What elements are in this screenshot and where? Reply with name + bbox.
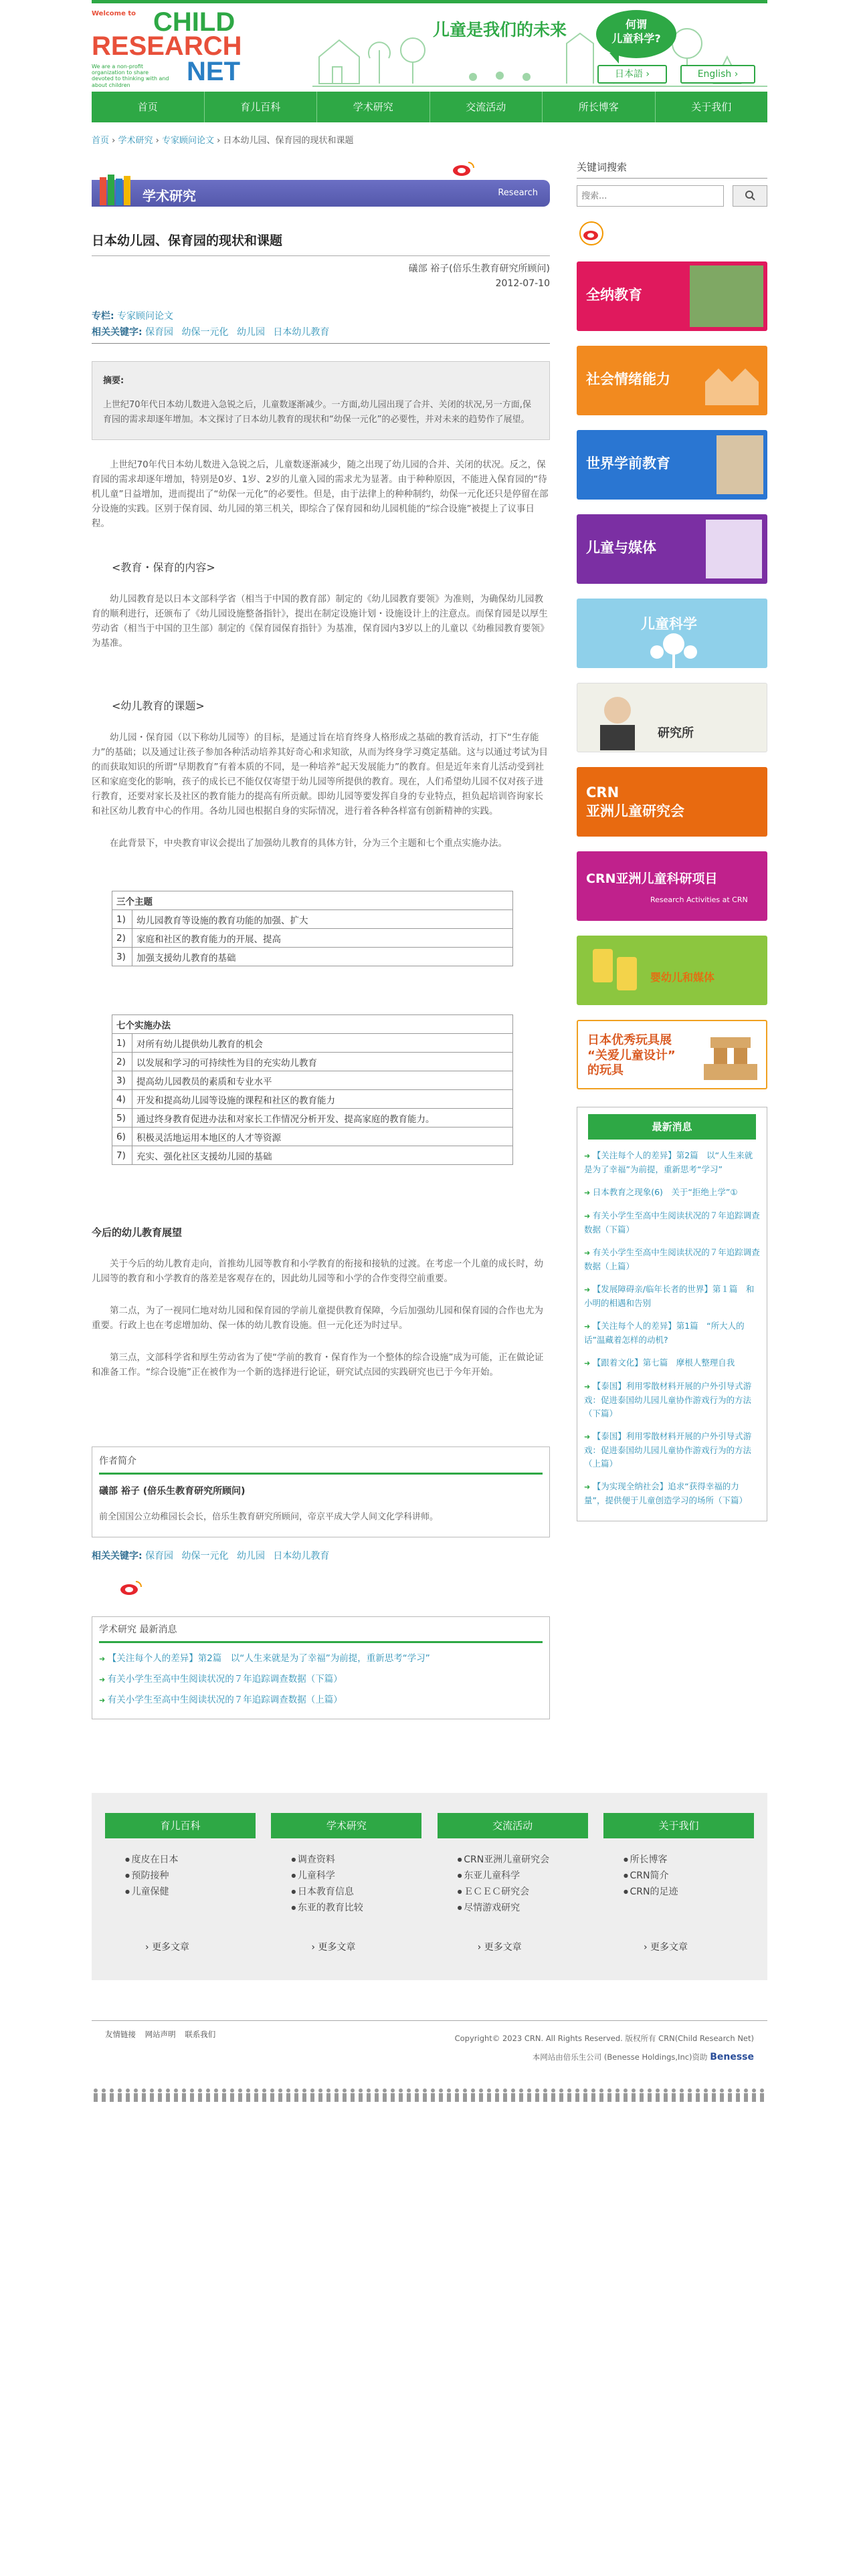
latest-item-link[interactable]: ➜ 有关小学生至高中生阅读状况的７年追踪调查数据（下篇） (99, 1669, 543, 1690)
paragraph: 第二点，为了一视同仁地对幼儿园和保育园的学前儿童提供教育保障，今后加强幼儿园和保育园的合作也尤为重要。行政上也在考虑增加幼、保一体的幼儿教育设施。但一元化还为时过早。 (92, 1305, 543, 1331)
keyword-link[interactable]: 幼保一元化 (181, 327, 229, 338)
table-header: 三个主题 (112, 891, 513, 910)
more-label: 更多文章 (650, 1942, 688, 1953)
banner-label: 日本优秀玩具展 “关爱儿童设计” 的玩具 (587, 1033, 676, 1077)
news-item-link[interactable]: ➜ 【发展障碍亲/临年长者的世界】第１篇 和小明的相遇和告别 (584, 1283, 760, 1310)
houses-icon (702, 355, 762, 409)
news-item-link[interactable]: ➜ 【关注每个人的差异】第2篇 以“人生来就是为了幸福”为前提，重新思考“学习” (584, 1149, 760, 1176)
table-cell: 积极灵活地运用本地区的人才等资源 (132, 1128, 513, 1146)
three-themes-table (112, 891, 513, 966)
banner-label: 婴幼儿和媒体 (650, 971, 715, 984)
banner-infants-media[interactable] (577, 936, 767, 1005)
footer-link[interactable]: ● 度皮在日本 (125, 1852, 256, 1868)
news-item-link[interactable]: ➜ 【关注每个人的差异】第1篇 “所大人的话”温藏着怎样的动机? (584, 1319, 760, 1347)
footer-friend-links[interactable]: 友情链接 (105, 2030, 136, 2039)
subheading: 今后的幼儿教育展望 (92, 1226, 183, 1239)
breadcrumb-home[interactable]: 首页 (92, 136, 110, 146)
wooden-blocks-icon (700, 1031, 761, 1084)
books-icon (97, 173, 134, 207)
article-meta (92, 308, 550, 344)
logo-child-text: CHILD (153, 7, 235, 37)
banner-photo (717, 435, 763, 494)
more-label: 更多文章 (318, 1942, 356, 1953)
footer-link[interactable]: ● 东亚的教育比较 (291, 1900, 421, 1916)
more-label: 更多文章 (484, 1942, 522, 1953)
footer-more-link[interactable]: › 更多文章 (145, 1942, 190, 1953)
abstract-heading: 摘要: (103, 376, 124, 386)
article-author: 礒部 裕子(倍乐生教育研究所顾问) (408, 263, 550, 274)
children-silhouette-strip-icon (92, 2087, 767, 2103)
banner-child-science[interactable] (577, 599, 767, 668)
main-nav (92, 92, 767, 122)
nav-home[interactable]: 首页 (92, 92, 205, 122)
footer-link[interactable]: ● 尽情游戏研究 (458, 1900, 588, 1916)
footer-copyright-block (455, 2029, 754, 2066)
footer-link[interactable]: ● 调查资料 (291, 1852, 421, 1868)
footer-sitemap (92, 1793, 767, 1980)
article-title: 日本幼儿园、保育园的现状和课题 (92, 231, 550, 256)
banner-label: CRN亚洲儿童科研项目 (586, 871, 718, 886)
table-cell: 幼儿园教育等设施的教育功能的加强、扩大 (132, 910, 513, 929)
logo-research-text: RESEARCH (92, 31, 242, 61)
author-name: 礒部 裕子 (倍乐生教育研究所顾问) (99, 1486, 246, 1497)
banner-label: 世界学前教育 (586, 455, 670, 471)
footer-link[interactable]: ● 东亚儿童科学 (458, 1868, 588, 1884)
author-description: 前全国国公立幼稚园长会长，倍乐生教育研究所顾问，帝京平成大学人间文化学科讲师。 (99, 1512, 439, 1522)
keyword-link[interactable]: 幼儿园 (236, 1551, 265, 1562)
keyword-link[interactable]: 日本幼儿教育 (273, 1551, 330, 1562)
footer-more-link[interactable]: › 更多文章 (477, 1942, 522, 1953)
news-item-link[interactable]: ➜ 【跟着文化】第七篇 摩根人整理自我 (584, 1356, 760, 1370)
banner-label: 儿童科学 (641, 616, 697, 632)
nav-parenting[interactable]: 育儿百科 (205, 92, 318, 122)
nav-research[interactable]: 学术研究 (317, 92, 430, 122)
column-label: 专栏: (92, 311, 114, 322)
footer-link[interactable]: ● CRN的足迹 (624, 1884, 754, 1900)
table-num: 6) (112, 1128, 132, 1146)
news-item-link[interactable]: ➜ 【泰国】利用零散材料开展的户外引导式游戏：促进泰国幼儿园儿童协作游戏行为的方法（上篇） (584, 1430, 760, 1471)
english-site-button[interactable]: English › (680, 65, 755, 84)
breadcrumb: 首页 › 学术研究 › 专家顾问论文 › 日本幼儿园、保育园的现状和课题 (92, 136, 354, 146)
sponsor-text: 本网站由倍乐生公司 (Benesse Holdings,Inc)资助 (532, 2052, 708, 2062)
more-label: 更多文章 (152, 1942, 190, 1953)
table-num: 3) (112, 948, 132, 966)
latest-item-link[interactable]: ➜ 【关注每个人的差异】第2篇 以“人生来就是为了幸福”为前提，重新思考“学习” (99, 1648, 543, 1669)
weibo-share-icon[interactable] (118, 1579, 144, 1595)
weibo-share-icon[interactable] (451, 160, 476, 176)
table-num: 7) (112, 1146, 132, 1165)
paragraph: 在此背景下，中央教育审议会提出了加强幼儿教育的具体方针，分为三个主题和七个重点实施办法。 (110, 838, 507, 849)
main-content (92, 160, 550, 1719)
banner-crn-asia-project[interactable] (577, 851, 767, 921)
news-item-link[interactable]: ➜ 日本教育之现象(6) 关于“拒绝上学”① (584, 1186, 760, 1200)
copyright-text: Copyright© 2023 CRN. All Rights Reserved. 版权所有 CRN(Child Research Net) (454, 2034, 754, 2043)
paragraph: 上世纪70年代日本幼儿数进入急锐之后，儿童数逐渐减少，随之出现了幼儿园的合并、关闭的状况。反之，保育园的需求却逐年增加，特别是0岁、1岁、2岁的儿童入园的需求尤为显著。由于种种原因，不能进入保育园的“待机儿童”日益增加，进而提出了“幼保一元化”的必要性。但是，由于法律上的种种制约，幼保一元化还只是停留在部分设施的实践。区别于保育园、幼儿园的第三机关，即综合了保育园和幼儿园机能的“综合设施”被提上了议事日程。 (92, 459, 549, 529)
subheading: <教育・保育的内容> (112, 561, 215, 574)
site-logo[interactable] (92, 7, 246, 88)
banner-label: CRN 亚洲儿童研究会 (586, 784, 684, 819)
footer-link[interactable]: ● 日本教育信息 (291, 1884, 421, 1900)
table-header: 七个实施办法 (112, 1015, 513, 1034)
banner-photo (690, 265, 763, 327)
footer-col-parenting (105, 1813, 256, 1953)
news-item-link[interactable]: ➜ 【为实现全纳社会】追求“获得幸福的力量”，提供便于儿童创造学习的场所（下篇） (584, 1480, 760, 1507)
banner-children-media[interactable] (577, 514, 767, 584)
search-button[interactable] (733, 185, 767, 207)
phones-icon (586, 942, 646, 998)
banner-social-emotional[interactable] (577, 346, 767, 415)
footer-contact-link[interactable]: 联系我们 (185, 2030, 216, 2039)
footer-col-heading[interactable]: 学术研究 (271, 1813, 421, 1838)
banner-label: 儿童与媒体 (586, 540, 656, 556)
latest-item-link[interactable]: ➜ 有关小学生至高中生阅读状况的７年追踪调查数据（上篇） (99, 1690, 543, 1711)
table-cell: 开发和提高幼儿园等设施的课程和社区的教育能力 (132, 1090, 513, 1109)
search-input[interactable] (577, 185, 724, 207)
japanese-site-button[interactable]: 日本語 › (597, 65, 667, 84)
what-is-child-science-bubble[interactable]: 何谓 儿童科学? (596, 10, 676, 58)
banner-inclusive-education[interactable] (577, 261, 767, 331)
footer-statement-link[interactable]: 网站声明 (145, 2030, 176, 2039)
footer-col-heading[interactable]: 交流活动 (438, 1813, 588, 1838)
table-cell: 提高幼儿园教员的素质和专业水平 (132, 1071, 513, 1090)
director-portrait-icon (591, 690, 644, 750)
sidebar-news-box (577, 1107, 767, 1521)
banner-label: 社会情绪能力 (586, 371, 670, 387)
search-form (577, 185, 767, 207)
section-subtitle: Research (498, 188, 538, 198)
footer-link[interactable]: ● ＥＣＥＣ研究会 (458, 1884, 588, 1900)
breadcrumb-research[interactable]: 学术研究 (118, 136, 153, 146)
tree-icon (630, 632, 717, 668)
paragraph: 幼儿园教育是以日本文部科学省（相当于中国的教育部）制定的《幼儿园教育要领》为准则，为确保幼儿园教育的顺利进行，还颁布了《幼儿园设施整备指针》，提出在制定设施计划・设施设计上的注意点。而保育园是以厚生劳动省（相当于中国的卫生部）制定的《保育园保育指针》为基准，保育园内3岁以上的儿童以《幼稚园教育要领》为基准。 (92, 594, 549, 649)
abstract-text: 上世纪70年代日本幼儿数进入急锐之后，儿童数逐渐减少。一方面,幼儿园出现了合并、关闭的状况,另一方面,保育园的需求却逐年增加。本文探讨了日本幼儿教育的现状和“幼保一元化”的必要性，并对未来的趋势作了展望。 (103, 400, 531, 425)
keyword-link[interactable]: 幼保一元化 (181, 1551, 229, 1562)
footer-link[interactable]: ● 儿童科学 (291, 1868, 421, 1884)
table-num: 2) (112, 1053, 132, 1071)
table-num: 5) (112, 1109, 132, 1128)
banner-world-preschool[interactable] (577, 430, 767, 500)
paragraph: 关于今后的幼儿教育走向，首推幼儿园等教育和小学教育的衔接和接轨的过渡。在考虑一个儿童的成长时，幼儿园等的教育和小学教育的落差是客观存在的，因此幼儿园等和小学的合作变得空前重要。 (92, 1259, 543, 1284)
footer-link[interactable]: ● 所长博客 (624, 1852, 754, 1868)
banner-label: 研究所 (658, 726, 694, 740)
footer-col-about (603, 1813, 754, 1953)
table-cell: 通过终身教育促进办法和对家长工作情况分析开发、提高家庭的教育能力。 (132, 1109, 513, 1128)
banner-crn-asia[interactable] (577, 767, 767, 837)
keyword-link[interactable]: 保育园 (145, 1551, 174, 1562)
banner-photo (706, 520, 762, 578)
keyword-link[interactable]: 保育园 (145, 327, 174, 338)
search-icon (745, 190, 755, 201)
nav-about[interactable]: 关于我们 (691, 101, 732, 113)
footer-link[interactable]: ● CRN亚洲儿童研究会 (458, 1852, 588, 1868)
banner-good-toys[interactable] (577, 1020, 767, 1089)
research-latest-heading: 学术研究 最新消息 (99, 1622, 543, 1643)
logo-welcome-text: Welcome to (92, 10, 136, 17)
section-header-research (92, 180, 550, 207)
footer-col-heading[interactable]: 育儿百科 (105, 1813, 256, 1838)
footer-link[interactable]: ● CRN简介 (624, 1868, 754, 1884)
news-item-link[interactable]: ➜ 有关小学生至高中生阅读状况的７年追踪调查数据（上篇） (584, 1246, 760, 1273)
table-cell: 充实、强化社区支援幼儿园的基础 (132, 1146, 513, 1165)
table-num: 2) (112, 929, 132, 948)
article-date: 2012-07-10 (495, 278, 550, 289)
keyword-link[interactable]: 幼儿园 (236, 327, 265, 338)
nav-director-blog[interactable]: 所长博客 (543, 92, 656, 122)
benesse-logo[interactable]: Benesse (710, 2052, 754, 2062)
paragraph: 第三点，文部科学省和厚生劳动省为了使“学前的教育・保育作为一个整体的综合设施”成为可能，正在做论证和准备工作。“综合设施”正在被作为一个新的选择进行论证，研究试点园的实践研究也已于今年开始。 (92, 1352, 544, 1378)
footer-more-link[interactable]: › 更多文章 (643, 1942, 688, 1953)
footer-link[interactable]: ● 预防接种 (125, 1868, 256, 1884)
logo-tagline: We are a non-profit organization to share devoted to thinking with and about children (92, 64, 169, 88)
keywords-label: 相关关键字: (92, 1551, 142, 1562)
keyword-search-title: 关键词搜索 (577, 160, 767, 179)
footer-col-heading[interactable]: 关于我们 (603, 1813, 754, 1838)
sidebar (577, 160, 767, 1719)
site-slogan: 儿童是我们的未来 (433, 20, 567, 39)
article-author-date (92, 261, 550, 291)
footer-more-link[interactable]: › 更多文章 (311, 1942, 356, 1953)
author-profile-box (92, 1446, 550, 1537)
research-latest-box (92, 1616, 550, 1719)
keyword-link[interactable]: 日本幼儿教育 (273, 327, 330, 338)
weibo-follow-icon[interactable] (577, 221, 602, 237)
banner-sublabel: Research Activities at CRN (650, 895, 748, 904)
table-cell: 加强支援幼儿教育的基础 (132, 948, 513, 966)
table-cell: 对所有幼儿提供幼儿教育的机会 (132, 1034, 513, 1053)
banner-director-column[interactable] (577, 683, 767, 752)
nav-events[interactable]: 交流活动 (430, 92, 543, 122)
abstract-box (92, 361, 550, 440)
section-title: 学术研究 (142, 188, 196, 204)
paragraph: 幼儿园・保育园（以下称幼儿园等）的目标，是通过旨在培育终身人格形成之基础的教育活动，打下“生存能力”的基础；以及通过让孩子参加各种活动培养其好奇心和求知欲，从而为终身学习奠定基础。这与以通过考试为目的而获取知识的所谓“早期教育”有着本质的不同，是一种培养“起天发展能力”的教育。但是近年来育儿活动受到社区和家庭变化的影响，孩子的成长已不能仅仅寄望于幼儿园等所提供的教育。现在，人们希望幼儿园不仅对孩子进行教育，还要对家长及社区的教育能力的提高有所贡献。即幼儿园等要发挥自身的专业特点，担负起培训咨询家长和社区幼儿教育中心的作用。各幼儿园也根据自身的实际情况，进行着各种各样富有创新精神的实践。 (92, 732, 548, 817)
table-cell: 以发展和学习的可持续性为目的充实幼儿教育 (132, 1053, 513, 1071)
footer-col-research (271, 1813, 421, 1953)
subheading: <幼儿教育的课题> (112, 700, 205, 712)
footer-bottom (92, 2020, 767, 2080)
footer-col-events (438, 1813, 588, 1953)
table-num: 3) (112, 1071, 132, 1090)
author-profile-heading: 作者简介 (99, 1454, 543, 1475)
breadcrumb-current: 日本幼儿园、保育园的现状和课题 (223, 136, 354, 146)
seven-measures-table (112, 1014, 513, 1165)
footer-link[interactable]: ● 儿童保健 (125, 1884, 256, 1900)
news-item-link[interactable]: ➜ 【泰国】利用零散材料开展的户外引导式游戏：促进泰国幼儿园儿童协作游戏行为的方法（下篇） (584, 1380, 760, 1420)
article-keywords-bottom (92, 1548, 550, 1564)
table-num: 4) (112, 1090, 132, 1109)
column-link[interactable]: 专家顾问论文 (117, 311, 174, 322)
breadcrumb-expert-papers[interactable]: 专家顾问论文 (161, 136, 214, 146)
news-item-link[interactable]: ➜ 有关小学生至高中生阅读状况的７年追踪调查数据（下篇） (584, 1209, 760, 1237)
table-cell: 家庭和社区的教育能力的开展、提高 (132, 929, 513, 948)
site-header (92, 3, 767, 92)
logo-net-text: NET (187, 57, 240, 86)
table-num: 1) (112, 1034, 132, 1053)
table-num: 1) (112, 910, 132, 929)
keywords-label: 相关关键字: (92, 327, 142, 338)
banner-label: 全纳教育 (586, 287, 642, 303)
news-heading: 最新消息 (588, 1114, 756, 1140)
